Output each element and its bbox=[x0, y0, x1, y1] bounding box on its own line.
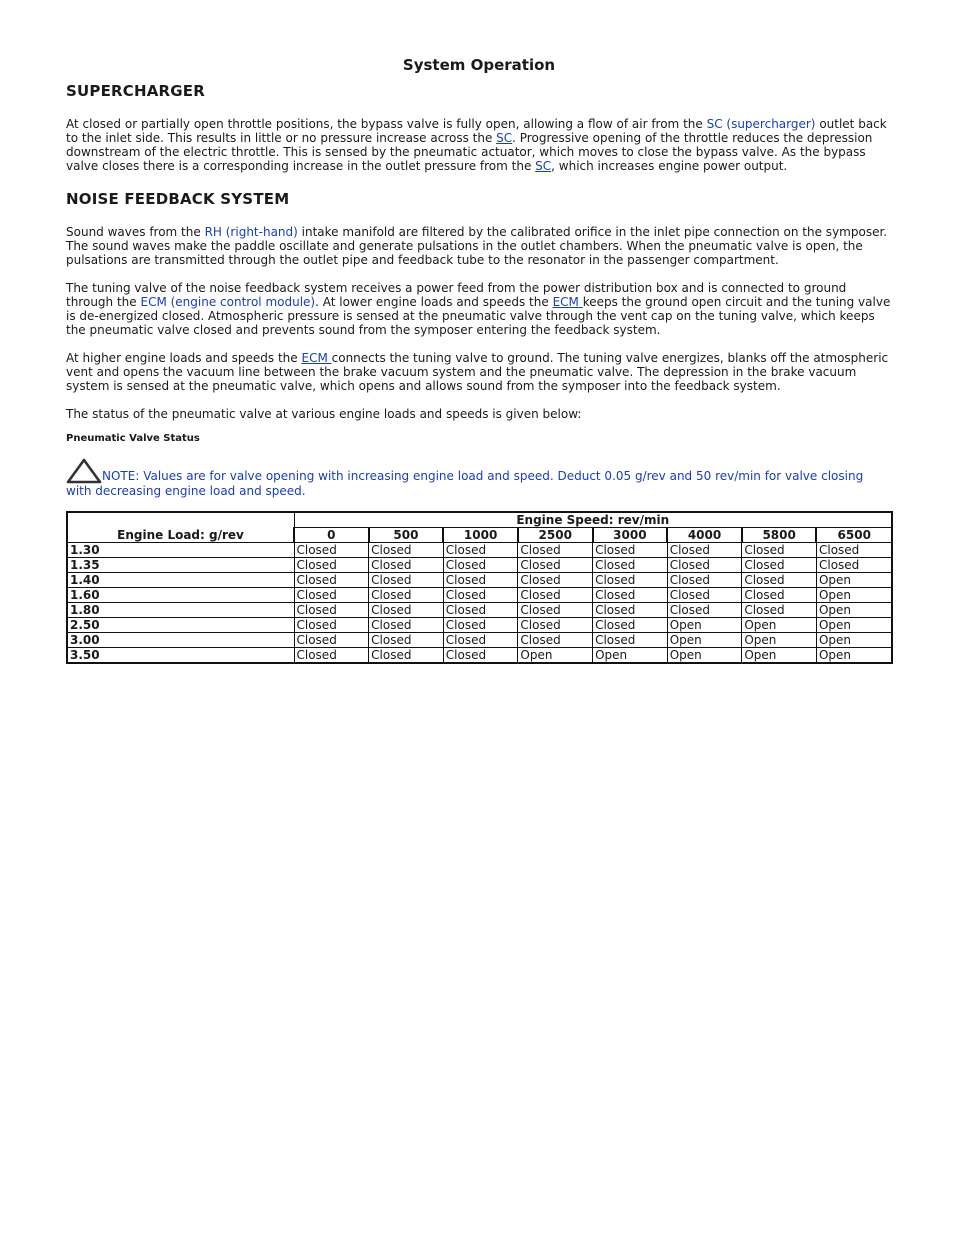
sc-definition-link[interactable]: SC (supercharger) bbox=[706, 117, 816, 131]
engine-load-value: 2.50 bbox=[67, 618, 294, 633]
table-row bbox=[67, 633, 892, 648]
note-text: NOTE: Values are for valve opening with increasing engine load and speed. Deduct 0.05 g/rev and 50 rev/min for valve closing with decreasing engine load and speed. bbox=[66, 469, 864, 498]
valve-status-cell: Closed bbox=[593, 633, 668, 648]
speed-column-header: 500 bbox=[369, 528, 444, 543]
valve-status-cell: Closed bbox=[593, 543, 668, 558]
ecm-abbr-link[interactable]: ECM bbox=[552, 295, 583, 309]
valve-status-cell: Closed bbox=[443, 573, 518, 588]
engine-load-value: 3.50 bbox=[67, 648, 294, 664]
valve-status-cell: Closed bbox=[816, 558, 892, 573]
valve-status-cell: Closed bbox=[443, 543, 518, 558]
speed-column-header: 1000 bbox=[443, 528, 518, 543]
valve-status-cell: Closed bbox=[742, 573, 817, 588]
valve-status-cell: Closed bbox=[443, 618, 518, 633]
valve-status-cell: Open bbox=[667, 633, 742, 648]
valve-status-cell: Open bbox=[816, 573, 892, 588]
valve-status-cell: Closed bbox=[294, 558, 369, 573]
valve-status-cell: Closed bbox=[518, 618, 593, 633]
valve-status-cell: Closed bbox=[294, 648, 369, 664]
valve-status-cell: Closed bbox=[518, 603, 593, 618]
page-title: System Operation bbox=[402, 56, 556, 74]
valve-status-cell: Closed bbox=[593, 618, 668, 633]
table-row bbox=[67, 543, 892, 558]
valve-status-cell: Closed bbox=[294, 618, 369, 633]
valve-status-cell: Closed bbox=[369, 573, 444, 588]
valve-status-cell: Closed bbox=[369, 633, 444, 648]
valve-status-cell: Open bbox=[816, 633, 892, 648]
speed-column-header: 0 bbox=[294, 528, 369, 543]
valve-status-cell: Closed bbox=[518, 633, 593, 648]
valve-status-cell: Closed bbox=[369, 648, 444, 664]
valve-status-cell: Open bbox=[816, 603, 892, 618]
note-block bbox=[66, 458, 892, 498]
valve-status-cell: Closed bbox=[369, 588, 444, 603]
valve-status-cell: Closed bbox=[369, 558, 444, 573]
section-heading-supercharger: SUPERCHARGER bbox=[66, 82, 206, 100]
table-header-row bbox=[67, 512, 892, 528]
engine-load-value: 1.60 bbox=[67, 588, 294, 603]
valve-status-table bbox=[66, 511, 893, 664]
valve-status-cell: Closed bbox=[294, 603, 369, 618]
valve-status-cell: Closed bbox=[518, 573, 593, 588]
valve-status-cell: Closed bbox=[742, 603, 817, 618]
table-row bbox=[67, 588, 892, 603]
valve-status-cell: Closed bbox=[369, 543, 444, 558]
valve-status-cell: Closed bbox=[294, 633, 369, 648]
speed-column-header: 5800 bbox=[742, 528, 817, 543]
speed-column-header: 4000 bbox=[667, 528, 742, 543]
valve-status-cell: Closed bbox=[667, 603, 742, 618]
valve-status-cell: Open bbox=[742, 618, 817, 633]
valve-status-cell: Closed bbox=[816, 543, 892, 558]
valve-status-cell: Closed bbox=[593, 603, 668, 618]
valve-status-cell: Closed bbox=[294, 588, 369, 603]
valve-status-cell: Closed bbox=[667, 558, 742, 573]
valve-status-cell: Open bbox=[742, 633, 817, 648]
valve-status-cell: Closed bbox=[593, 558, 668, 573]
table-row bbox=[67, 603, 892, 618]
engine-load-value: 1.80 bbox=[67, 603, 294, 618]
noise-paragraph-3: At higher engine loads and speeds the ECM connects the tuning valve to ground. The tuning valve energizes, blanks off the atmospheric vent and opens the vacuum line between the brake vacuum system and the pneumatic valve. The depression in the brake vacuum system is sensed at the pneumatic valve, which opens and allows sound from the symposer into the feedback system. bbox=[66, 351, 889, 393]
document-page bbox=[66, 56, 892, 664]
table-row bbox=[67, 558, 892, 573]
valve-status-cell: Open bbox=[816, 618, 892, 633]
ecm-definition-link[interactable]: ECM (engine control module) bbox=[140, 295, 316, 309]
valve-status-cell: Open bbox=[667, 648, 742, 664]
valve-status-cell: Closed bbox=[369, 603, 444, 618]
speed-column-header: 2500 bbox=[518, 528, 593, 543]
valve-status-cell: Closed bbox=[742, 543, 817, 558]
section-heading-noise-feedback: NOISE FEEDBACK SYSTEM bbox=[66, 190, 290, 208]
rh-definition-link[interactable]: RH (right-hand) bbox=[204, 225, 298, 239]
valve-status-cell: Closed bbox=[294, 543, 369, 558]
valve-status-cell: Closed bbox=[667, 573, 742, 588]
supercharger-paragraph: At closed or partially open throttle positions, the bypass valve is fully open, allowing a flow of air from the SC (supercharger) outlet back to the inlet side. This results in little or no pressure increase across the SC. Progressive opening of the throttle reduces the depression downstream of the electric throttle. This is sensed by the pneumatic actuator, which moves to close the bypass valve. As the bypass valve closes there is a corresponding increase in the outlet pressure from the SC, which increases engine power output. bbox=[66, 117, 887, 173]
valve-status-cell: Closed bbox=[518, 588, 593, 603]
valve-status-cell: Open bbox=[816, 588, 892, 603]
valve-status-cell: Open bbox=[667, 618, 742, 633]
valve-status-cell: Closed bbox=[518, 558, 593, 573]
valve-status-cell: Closed bbox=[443, 558, 518, 573]
valve-status-cell: Open bbox=[742, 648, 817, 664]
noise-paragraph-4: The status of the pneumatic valve at various engine loads and speeds is given below: bbox=[66, 407, 582, 421]
valve-status-cell: Closed bbox=[742, 558, 817, 573]
valve-status-cell: Closed bbox=[369, 618, 444, 633]
valve-status-cell: Open bbox=[518, 648, 593, 664]
sc-abbr-link[interactable]: SC bbox=[535, 159, 552, 173]
valve-status-cell: Closed bbox=[294, 573, 369, 588]
valve-status-cell: Closed bbox=[518, 543, 593, 558]
engine-load-value: 1.30 bbox=[67, 543, 294, 558]
speed-column-header: 3000 bbox=[593, 528, 668, 543]
table-row bbox=[67, 618, 892, 633]
valve-status-cell: Closed bbox=[742, 588, 817, 603]
valve-status-cell: Closed bbox=[667, 588, 742, 603]
table-row bbox=[67, 648, 892, 664]
speed-column-header: 6500 bbox=[816, 528, 892, 543]
table-title: Pneumatic Valve Status bbox=[66, 433, 200, 444]
noise-paragraph-1: Sound waves from the RH (right-hand) intake manifold are filtered by the calibrated orifice in the inlet pipe connection on the symposer. The sound waves make the paddle oscillate and generate pulsations in the outlet chambers. When the pneumatic valve is open, the pulsations are transmitted through the outlet pipe and feedback tube to the resonator in the passenger compartment. bbox=[66, 225, 888, 267]
valve-status-cell: Open bbox=[593, 648, 668, 664]
engine-load-value: 1.35 bbox=[67, 558, 294, 573]
sc-abbr-link[interactable]: SC bbox=[496, 131, 513, 145]
caution-triangle-icon bbox=[66, 458, 102, 484]
engine-speed-header: Engine Speed: rev/min bbox=[294, 512, 892, 528]
valve-status-cell: Closed bbox=[443, 588, 518, 603]
table-body bbox=[67, 543, 892, 664]
engine-load-header: Engine Load: g/rev bbox=[67, 512, 294, 543]
table-row bbox=[67, 573, 892, 588]
engine-load-value: 3.00 bbox=[67, 633, 294, 648]
valve-status-cell: Closed bbox=[667, 543, 742, 558]
noise-paragraph-2: The tuning valve of the noise feedback system receives a power feed from the power distribution box and is connected to ground through the ECM (engine control module). At lower engine loads and speeds the ECM keeps the ground open circuit and the tuning valve is de-energized closed. Atmospheric pressure is sensed at the pneumatic valve through the vent cap on the tuning valve, which keeps the pneumatic valve closed and prevents sound from the symposer entering the feedback system. bbox=[66, 281, 891, 337]
valve-status-cell: Closed bbox=[443, 633, 518, 648]
ecm-abbr-link[interactable]: ECM bbox=[301, 351, 332, 365]
valve-status-cell: Closed bbox=[443, 648, 518, 664]
valve-status-cell: Closed bbox=[593, 573, 668, 588]
engine-load-value: 1.40 bbox=[67, 573, 294, 588]
valve-status-cell: Open bbox=[816, 648, 892, 664]
valve-status-cell: Closed bbox=[593, 588, 668, 603]
valve-status-cell: Closed bbox=[443, 603, 518, 618]
